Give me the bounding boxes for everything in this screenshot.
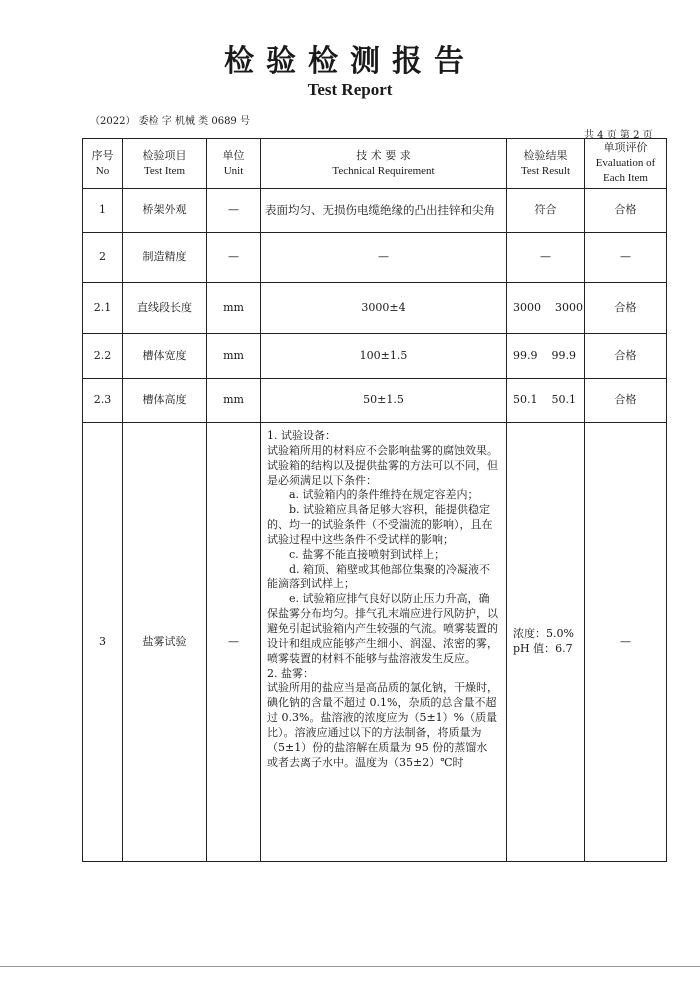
salt-requirement	[261, 423, 507, 862]
row-item: 槽体高度	[123, 379, 207, 423]
row-eval: 合格	[585, 283, 667, 334]
header-eval-cn: 单项评价	[603, 141, 648, 155]
row-req: 100±1.5	[261, 334, 507, 379]
row-eval: 合格	[585, 334, 667, 379]
header-item	[123, 139, 207, 189]
row-no: 2.2	[83, 334, 123, 379]
row-item: 槽体宽度	[123, 334, 207, 379]
table-row	[83, 283, 667, 334]
result-value-b: 50.1	[551, 393, 576, 407]
salt-condition-e: e. 试验箱应排气良好以防止压力升高，确保盐雾分布均匀。排气孔末端应进行风防护，以避免引起试验箱内产生较强的气流。喷雾装置的设计和组成应能够产生细小、润湿、浓密的雾，喷雾装置的材料不能够与盐溶液发生反应。	[267, 592, 498, 665]
row-result: —	[507, 233, 585, 283]
report-number: （2022） 委检 字 机械 类 0689 号	[90, 116, 250, 127]
row-item: 盐雾试验	[123, 423, 207, 862]
row-no: 1	[83, 189, 123, 233]
header-unit-en: Unit	[223, 164, 244, 177]
salt-heading-equipment: 1. 试验设备：	[267, 429, 336, 442]
header-req-cn: 技 术 要 求	[356, 148, 411, 162]
row-unit: mm	[207, 283, 261, 334]
row-req: 50±1.5	[261, 379, 507, 423]
salt-condition-a: a. 试验箱内的条件维持在规定容差内；	[289, 488, 479, 502]
title-cn: 检验检测报告	[224, 44, 476, 79]
page-bottom-line	[0, 966, 700, 967]
row-unit: mm	[207, 379, 261, 423]
row-result	[507, 334, 585, 379]
report-table	[82, 138, 667, 862]
row-eval: 合格	[585, 189, 667, 233]
header-result	[507, 139, 585, 189]
row-eval: 合格	[585, 379, 667, 423]
header-no	[83, 139, 123, 189]
result-value-a: 50.1	[513, 393, 538, 407]
table-row	[83, 189, 667, 233]
row-eval: —	[585, 233, 667, 283]
result-concentration: 浓度：5.0%	[513, 627, 574, 641]
row-req: 表面均匀、无损伤电缆绝缘的凸出挂锌和尖角	[261, 189, 507, 233]
title-en: Test Report	[307, 80, 393, 99]
header-item-en: Test Item	[143, 164, 186, 177]
result-value-b: 99.9	[551, 348, 576, 362]
header-result-cn: 检验结果	[523, 148, 568, 162]
table-row	[83, 233, 667, 283]
table-row-salt-spray	[83, 423, 667, 862]
header-no-cn: 序号	[91, 148, 114, 162]
row-item: 直线段长度	[123, 283, 207, 334]
result-value-a: 99.9	[513, 348, 538, 362]
row-eval: —	[585, 423, 667, 862]
header-no-en: No	[95, 164, 110, 177]
row-unit: —	[207, 189, 261, 233]
header-unit	[207, 139, 261, 189]
row-unit: —	[207, 233, 261, 283]
row-result	[507, 379, 585, 423]
header-unit-cn: 单位	[222, 148, 245, 162]
header-req-en: Technical Requirement	[332, 164, 435, 177]
salt-heading-spray: 2. 盐雾：	[267, 666, 314, 680]
table-row	[83, 334, 667, 379]
header-eval-en2: Each Item	[603, 171, 648, 184]
header-result-en: Test Result	[520, 164, 571, 177]
row-no: 2.1	[83, 283, 123, 334]
result-ph: pH 值：6.7	[513, 642, 573, 655]
result-value-b: 3000	[555, 300, 583, 314]
row-no: 2	[83, 233, 123, 283]
row-result	[507, 423, 585, 862]
page-info: 共 4 页 第 2 页	[584, 130, 653, 141]
salt-condition-c: c. 盐雾不能直接喷射到试样上；	[289, 547, 446, 561]
row-result: 符合	[507, 189, 585, 233]
row-item: 桥架外观	[123, 189, 207, 233]
result-value-a: 3000	[513, 300, 541, 314]
header-req	[261, 139, 507, 189]
row-item: 制造精度	[123, 233, 207, 283]
salt-condition-d: d. 箱顶、箱壁或其他部位集聚的冷凝液不能滴落到试样上；	[267, 562, 491, 591]
header-eval-en1: Evaluation of	[595, 157, 656, 170]
header-eval	[585, 139, 667, 189]
row-result	[507, 283, 585, 334]
row-req: 3000±4	[261, 283, 507, 334]
row-no: 2.3	[83, 379, 123, 423]
salt-equipment-intro: 试验箱所用的材料应不会影响盐雾的腐蚀效果。试验箱的结构以及提供盐雾的方法可以不同，但是必须满足以下条件：	[267, 443, 498, 487]
salt-spray-text: 试验所用的盐应当是高品质的氯化钠，干燥时，碘化钠的含量不超过 0.1%，杂质的总含量不超过 0.3%。盐溶液的浓度应为（5±1）%（质量比）。溶液应通过以下的方法制备，将质量为（5±1）份的盐溶解在质量为 95 份的蒸馏水或者去离子水中。温度为（35±2）℃时	[267, 681, 498, 769]
table-row	[83, 379, 667, 423]
row-no: 3	[83, 423, 123, 862]
salt-condition-b: b. 试验箱应具备足够大容积，能提供稳定的、均一的试验条件（不受湍流的影响），且在试验过程中这些条件不受试样的影响；	[267, 503, 493, 546]
row-unit: mm	[207, 334, 261, 379]
header-item-cn: 检验项目	[142, 148, 187, 162]
row-unit: —	[207, 423, 261, 862]
header-row	[83, 139, 667, 189]
row-req: —	[261, 233, 507, 283]
